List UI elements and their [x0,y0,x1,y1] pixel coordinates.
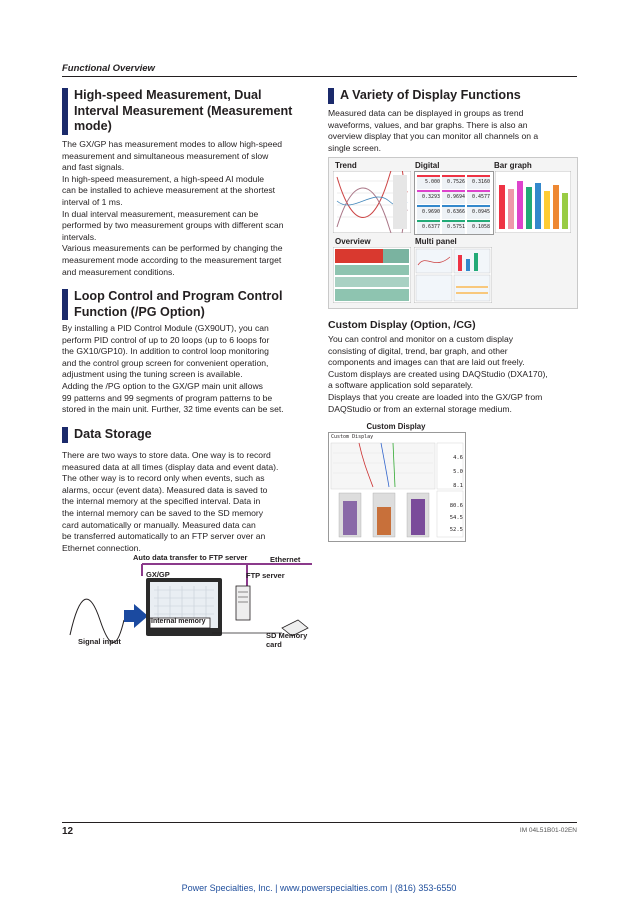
label-multi-panel: Multi panel [415,237,457,246]
digital-value: 0.1058 [467,220,490,234]
header-rule [62,76,577,77]
digital-value: 0.4577 [467,190,490,204]
digital-value: 0.6366 [442,205,465,219]
section-body-loop-control: By installing a PID Control Module (GX90UT), you can perform PID control of up to 20 loops (up to 6 loops for the GX10/GP10). In addition to control loop monitoring and the control group screen for convenient operation, adjustment using the tuning screen is available. Adding the /PG option to the GX/GP main unit allows 99 patterns and 99 segments of program patterns to be stored in the main unit. Further, 32 time events can be set. [62,323,284,415]
signal-wave-icon [70,599,124,642]
section-body-high-speed: The GX/GP has measurement modes to allow high-speed measurement and simultaneous measurement of slow and fast signals. In high-speed measurement, a high-speed AI module can be installed to achieve measurement at the shortest interval of 1 ms. In dual interval measurement, measurement can be performed by two measurement groups with different scan intervals. Various measurements can be performed by changing the measurement mode according to the measurement target and measurement conditions. [62,139,284,277]
bar-graph-screen [495,171,571,233]
digital-value: 0.0945 [467,205,490,219]
ftp-server-icon [236,586,250,620]
digital-value: 0.7526 [442,175,465,189]
section-body-custom-display: You can control and monitor on a custom display consisting of digital, trend, bar graph, and other components and images can that are laid out freely. Custom displays are created using DAQStudio (DXA170), a software application sold separately. Displays that you create are loaded into the GX/GP from DAQStudio or from an external storage medium. [328,334,548,414]
page-header: Functional Overview [62,63,155,74]
internal-memory-label: Internal memory [151,618,206,625]
digital-value: 0.3160 [467,175,490,189]
custom-value: 4.6 [453,455,463,461]
overview-screen [333,247,411,303]
signal-input-label: Signal input [78,637,121,646]
section-title-data-storage: Data Storage [62,427,314,443]
digital-value: 0.6377 [417,220,440,234]
document-id: IM 04L51B01-02EN [519,827,577,834]
section-title-display-functions: A Variety of Display Functions [328,88,580,104]
custom-display-screen [328,432,466,542]
custom-value: 8.1 [453,483,463,489]
multi-panel-screen [414,247,492,303]
custom-display-caption: Custom Display [366,422,426,431]
digital-value: 0.3293 [417,190,440,204]
section-body-display-functions: Measured data can be displayed in groups as trend waveforms, values, and bar graphs. There is also an overview display that you can monitor all channels on a single screen. [328,108,539,153]
page-number: 12 [62,826,74,837]
digital-screen [414,171,494,235]
custom-value: 54.5 [449,515,463,521]
trend-screen [333,171,411,233]
footer-rule [62,822,577,823]
custom-screen-title: Custom Display [331,434,374,440]
section-body-data-storage: There are two ways to store data. One way is to record measured data at all times (display data and event data). The other way is to record only when events, such as alarms, occur (event data). Measured data is saved to the internal memory at the specified interval. Data in the internal memory can be saved to the SD memory card automatically or manually. Measured data can be transferred automatically to an FTP server over an Ethernet connection. [62,450,279,553]
label-digital: Digital [415,161,440,170]
digital-value: 5.000 [417,175,440,189]
sd-card-label: SD Memory card [266,631,308,649]
footer-contact-link[interactable]: Power Specialties, Inc. | www.powerspecialties.com | (816) 353-6550 [181,883,457,893]
label-trend: Trend [335,161,357,170]
ftp-server-label: FTP server [246,571,285,580]
signal-arrow-icon [124,604,148,628]
custom-value: 52.5 [449,527,463,533]
custom-value: 80.6 [449,503,463,509]
gxgp-label: GX/GP [146,570,170,579]
section-title-loop-control: Loop Control and Program Control Function (/PG Option) [62,289,314,320]
digital-value: 0.9694 [442,190,465,204]
custom-value: 5.0 [453,469,463,475]
digital-value: 0.9690 [417,205,440,219]
section-title-high-speed: High-speed Measurement, Dual Interval Measurement (Measurement mode) [62,88,314,135]
auto-transfer-label: Auto data transfer to FTP server [133,553,248,562]
label-bar-graph: Bar graph [494,161,532,170]
digital-value: 0.5751 [442,220,465,234]
ethernet-label: Ethernet [270,555,301,564]
section-title-custom-display: Custom Display (Option, /CG) [328,319,476,331]
label-overview: Overview [335,237,371,246]
